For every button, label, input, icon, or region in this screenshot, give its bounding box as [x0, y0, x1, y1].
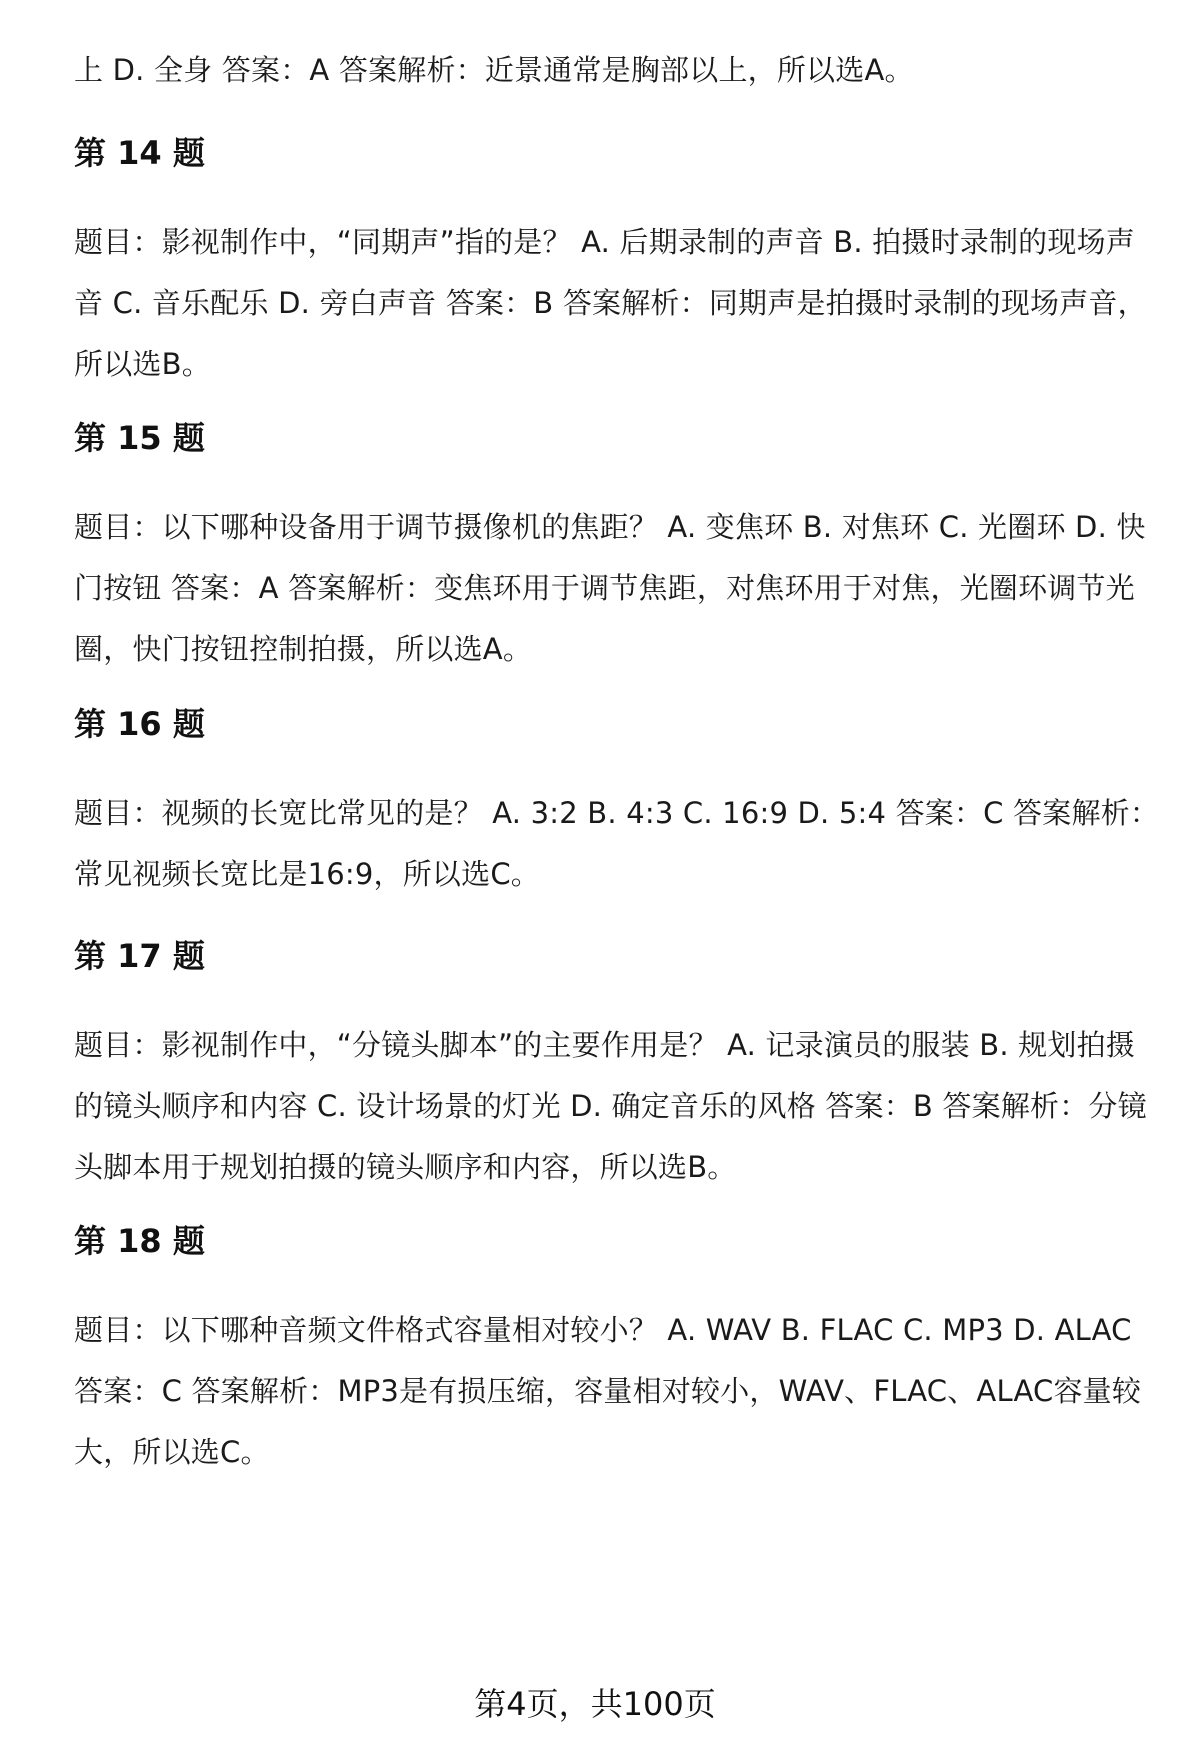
question-heading-14: 第 14 题 [74, 134, 205, 172]
question-heading-16: 第 16 题 [74, 705, 205, 743]
question-body-16: 题目：视频的长宽比常见的是？ A. 3:2 B. 4:3 C. 16:9 D. 5:4 答案：C 答案解析：常见视频长宽比是16:9，所以选C。 [74, 796, 1160, 891]
question-heading-18: 第 18 题 [74, 1222, 205, 1260]
question-heading-17: 第 17 题 [74, 937, 205, 975]
question-body-18: 题目：以下哪种音频文件格式容量相对较小？ A. WAV B. FLAC C. MP3 D. ALAC 答案：C 答案解析：MP3是有损压缩，容量相对较小，WAV、FLAC、ALAC容量较大，所以选C。 [74, 1313, 1142, 1469]
question-body-17: 题目：影视制作中，“分镜头脚本”的主要作用是？ A. 记录演员的服装 B. 规划拍摄的镜头顺序和内容 C. 设计场景的灯光 D. 确定音乐的风格 答案：B 答案解析：分镜头脚本用于规划拍摄的镜头顺序和内容，所以选B。 [74, 1028, 1147, 1184]
question-heading-15: 第 15 题 [74, 419, 205, 457]
question-body-14: 题目：影视制作中，“同期声”指的是？ A. 后期录制的声音 B. 拍摄时录制的现场声音 C. 音乐配乐 D. 旁白声音 答案：B 答案解析：同期声是拍摄时录制的现场声音，所以选B。 [74, 225, 1147, 381]
page-number-footer: 第4页，共100页 [474, 1685, 716, 1723]
question-body-15: 题目：以下哪种设备用于调节摄像机的焦距？ A. 变焦环 B. 对焦环 C. 光圈环 D. 快门按钮 答案：A 答案解析：变焦环用于调节焦距，对焦环用于对焦，光圈环调节光圈，快门按钮控制拍摄，所以选A。 [74, 510, 1146, 666]
continuation-paragraph: 上 D. 全身 答案：A 答案解析：近景通常是胸部以上，所以选A。 [74, 53, 914, 87]
